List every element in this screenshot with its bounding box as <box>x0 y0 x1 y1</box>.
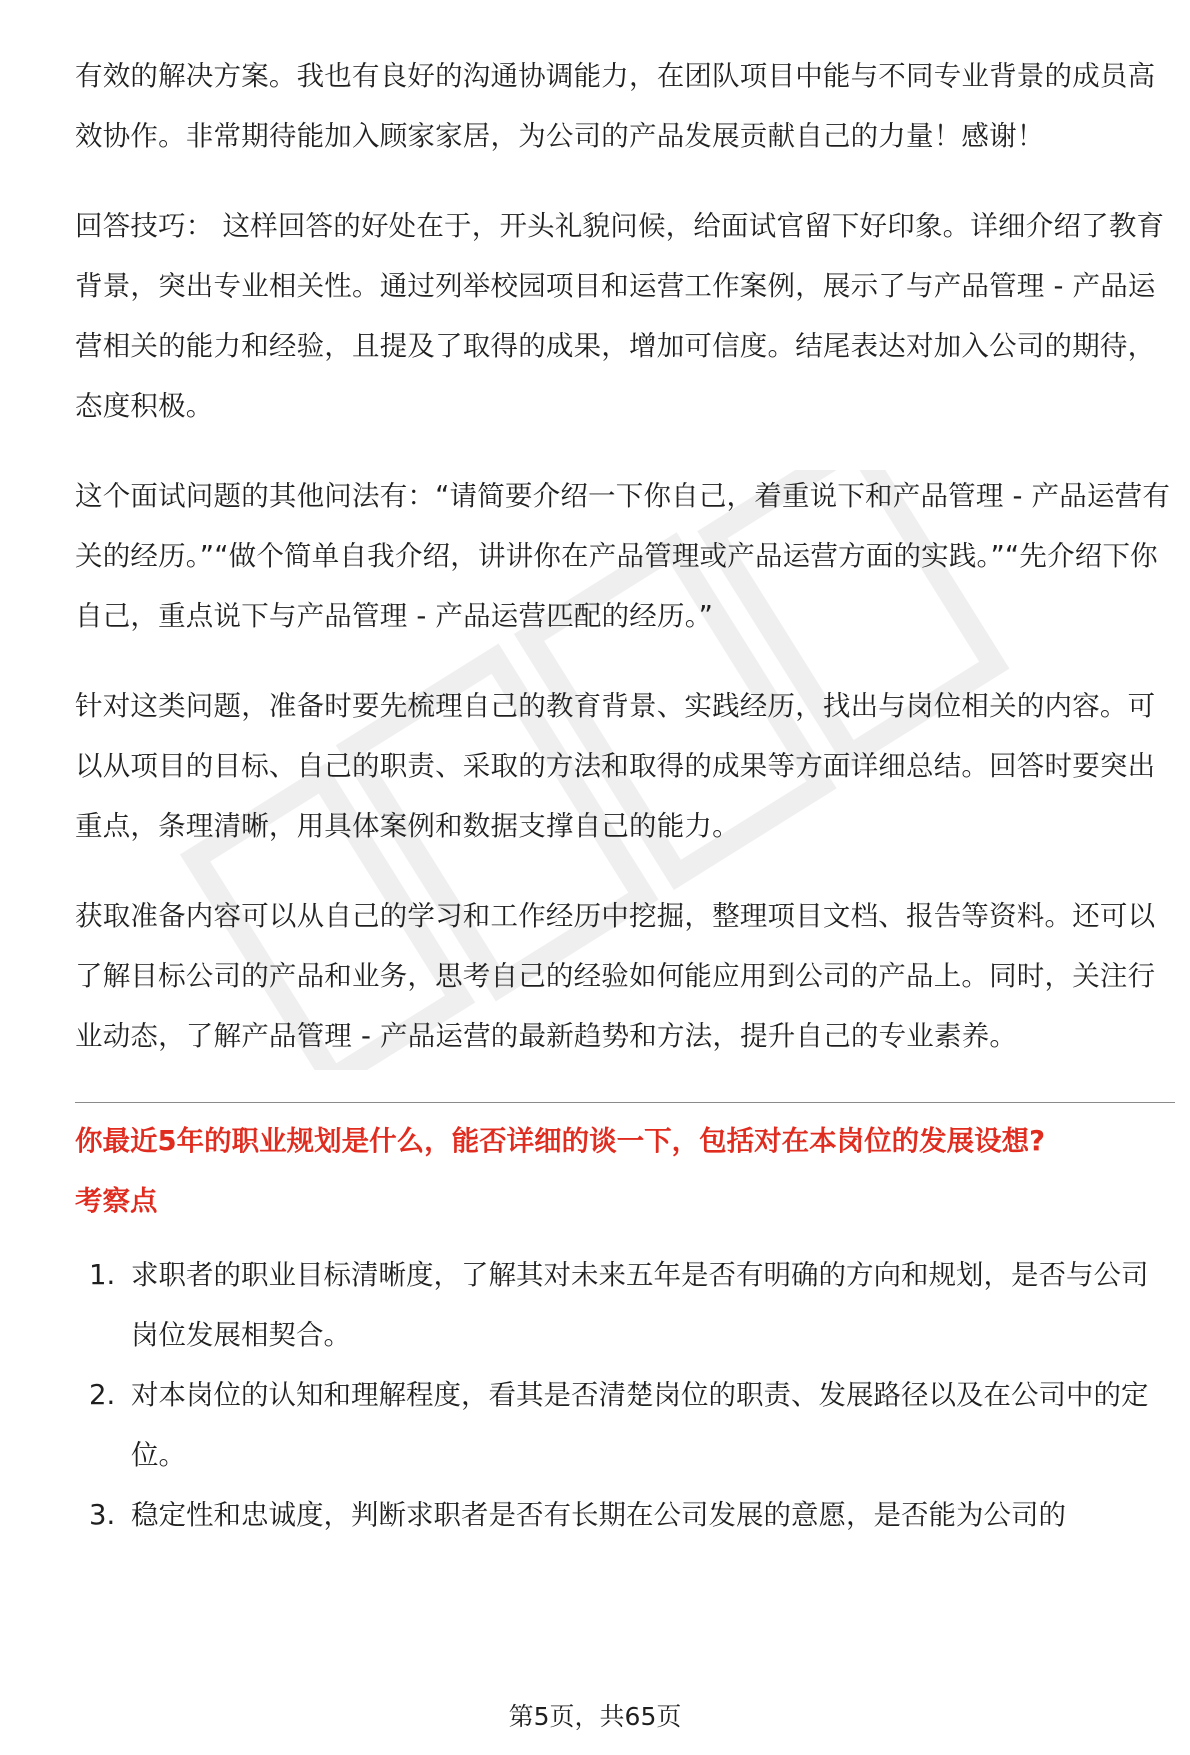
list-item <box>75 1485 1175 1545</box>
section-divider <box>75 1102 1175 1103</box>
document-page <box>75 46 1175 1545</box>
paragraph-alternative-questions: 这个面试问题的其他问法有：“请简要介绍一下你自己，着重说下和产品管理 - 产品运营有关的经历。”“做个简单自我介绍，讲讲你在产品管理或产品运营方面的实践。”“先介绍下你自己，重点说下与产品管理 - 产品运营匹配的经历。” <box>75 480 1171 632</box>
paragraph-answer-tips: 回答技巧： 这样回答的好处在于，开头礼貌问候，给面试官留下好印象。详细介绍了教育背景，突出专业相关性。通过列举校园项目和运营工作案例，展示了与产品管理 - 产品运营相关的能力和经验，且提及了取得的成果，增加可信度。结尾表达对加入公司的期待，态度积极。 <box>75 210 1165 422</box>
paragraph-preparation: 针对这类问题，准备时要先梳理自己的教育背景、实践经历，找出与岗位相关的内容。可以从项目的目标、自己的职责、采取的方法和取得的成果等方面详细总结。回答时要突出重点，条理清晰，用具体案例和数据支撑自己的能力。 <box>75 690 1156 842</box>
paragraph-intro-ending: 有效的解决方案。我也有良好的沟通协调能力，在团队项目中能与不同专业背景的成员高效协作。非常期待能加入顾家家居，为公司的产品发展贡献自己的力量！感谢！ <box>75 60 1156 152</box>
list-item <box>75 1245 1175 1365</box>
assessment-points-list <box>75 1245 1175 1545</box>
page-footer: 第5页，共65页 <box>508 1702 682 1731</box>
list-item-number: 1. <box>89 1259 116 1291</box>
list-item <box>75 1365 1175 1485</box>
list-item-text: 求职者的职业目标清晰度，了解其对未来五年是否有明确的方向和规划，是否与公司岗位发展相契合。 <box>131 1259 1149 1351</box>
list-item-number: 2. <box>89 1379 116 1411</box>
section-label-assessment-points: 考察点 <box>75 1185 158 1217</box>
list-item-text: 对本岗位的认知和理解程度，看其是否清楚岗位的职责、发展路径以及在公司中的定位。 <box>131 1379 1149 1471</box>
question-title: 你最近5年的职业规划是什么，能否详细的谈一下，包括对在本岗位的发展设想? <box>75 1125 1046 1157</box>
list-item-text: 稳定性和忠诚度，判断求职者是否有长期在公司发展的意愿，是否能为公司的 <box>131 1499 1066 1531</box>
list-item-number: 3. <box>89 1499 116 1531</box>
paragraph-material-sources: 获取准备内容可以从自己的学习和工作经历中挖掘，整理项目文档、报告等资料。还可以了解目标公司的产品和业务，思考自己的经验如何能应用到公司的产品上。同时，关注行业动态，了解产品管理 - 产品运营的最新趋势和方法，提升自己的专业素养。 <box>75 900 1156 1052</box>
